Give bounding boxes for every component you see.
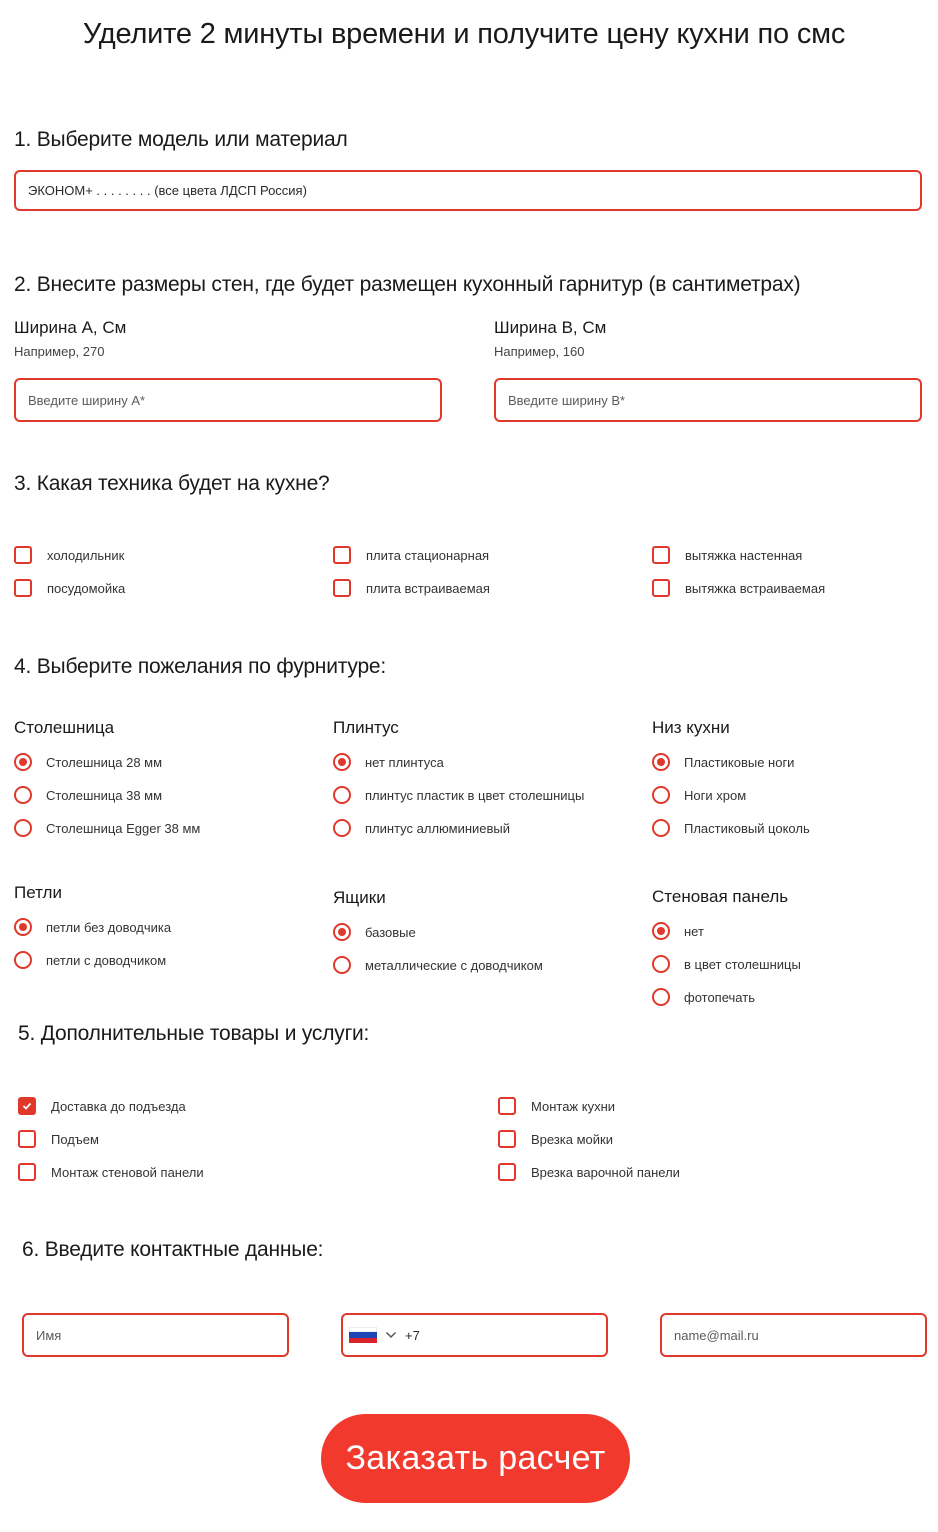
- step4-heading: 4. Выберите пожелания по фурнитуре:: [14, 655, 387, 678]
- countertop-option[interactable]: [14, 753, 162, 771]
- appliance-option[interactable]: [333, 579, 490, 597]
- service-option[interactable]: [498, 1097, 615, 1115]
- bottom-option[interactable]: [652, 819, 810, 837]
- option-label: базовые: [365, 924, 416, 940]
- name-input[interactable]: Имя: [22, 1313, 289, 1357]
- phone-prefix: +7: [405, 1327, 420, 1343]
- radio[interactable]: [14, 786, 32, 804]
- bottom-group-title: Низ кухни: [652, 718, 730, 737]
- step6-heading: 6. Введите контактные данные:: [22, 1238, 324, 1261]
- appliance-option[interactable]: [14, 579, 125, 597]
- checkbox[interactable]: [14, 579, 32, 597]
- option-label: петли с доводчиком: [46, 952, 167, 968]
- wall-panel-group-title: Стеновая панель: [652, 887, 789, 906]
- radio[interactable]: [652, 988, 670, 1006]
- russia-flag-icon[interactable]: [349, 1327, 377, 1343]
- width-b-input[interactable]: Введите ширину В*: [494, 378, 922, 422]
- wall-panel-option[interactable]: [652, 988, 755, 1006]
- wall-panel-option[interactable]: [652, 922, 704, 940]
- radio[interactable]: [333, 819, 351, 837]
- radio[interactable]: [14, 951, 32, 969]
- option-label: Столешница 38 мм: [46, 787, 163, 803]
- flag-red-stripe: [349, 1338, 377, 1343]
- option-label: Столешница 28 мм: [46, 754, 163, 770]
- radio[interactable]: [333, 753, 351, 771]
- appliance-option[interactable]: [652, 579, 825, 597]
- width-a-input[interactable]: Введите ширину А*: [14, 378, 442, 422]
- plinth-option[interactable]: [333, 786, 584, 804]
- appliance-option[interactable]: [652, 546, 802, 564]
- option-label: холодильник: [47, 547, 125, 563]
- radio[interactable]: [333, 923, 351, 941]
- checkbox[interactable]: [333, 579, 351, 597]
- option-label: Подъем: [51, 1131, 99, 1147]
- option-label: нет: [684, 923, 704, 939]
- radio[interactable]: [333, 786, 351, 804]
- checkbox[interactable]: [498, 1130, 516, 1148]
- chevron-down-icon[interactable]: [385, 1331, 397, 1339]
- option-label: плита встраиваемая: [366, 580, 490, 596]
- check-icon: [22, 1101, 32, 1111]
- checkbox[interactable]: [498, 1163, 516, 1181]
- option-label: Ноги хром: [684, 787, 747, 803]
- option-label: в цвет столешницы: [684, 956, 801, 972]
- option-label: вытяжка встраиваемая: [685, 580, 826, 596]
- option-label: Монтаж стеновой панели: [51, 1164, 204, 1180]
- radio[interactable]: [652, 753, 670, 771]
- radio[interactable]: [333, 956, 351, 974]
- option-label: вытяжка настенная: [685, 547, 803, 563]
- countertop-option[interactable]: [14, 819, 200, 837]
- radio[interactable]: [14, 753, 32, 771]
- service-option[interactable]: [498, 1130, 613, 1148]
- option-label: металлические с доводчиком: [365, 957, 543, 973]
- option-label: Столешница Egger 38 мм: [46, 820, 201, 836]
- plinth-option[interactable]: [333, 753, 444, 771]
- hinges-option[interactable]: [14, 918, 171, 936]
- plinth-option[interactable]: [333, 819, 510, 837]
- step1-heading: 1. Выберите модель или материал: [14, 128, 348, 151]
- service-option[interactable]: [18, 1097, 186, 1115]
- width-b-hint: Например, 160: [494, 344, 585, 359]
- email-input[interactable]: name@mail.ru: [660, 1313, 927, 1357]
- bottom-option[interactable]: [652, 753, 794, 771]
- service-option[interactable]: [498, 1163, 680, 1181]
- bottom-option[interactable]: [652, 786, 746, 804]
- countertop-option[interactable]: [14, 786, 162, 804]
- radio[interactable]: [14, 918, 32, 936]
- checkbox[interactable]: [18, 1097, 36, 1115]
- option-label: Пластиковые ноги: [684, 754, 795, 770]
- checkbox[interactable]: [333, 546, 351, 564]
- step5-heading: 5. Дополнительные товары и услуги:: [18, 1022, 370, 1045]
- hinges-group-title: Петли: [14, 883, 62, 902]
- option-label: плинтус пластик в цвет столешницы: [365, 787, 585, 803]
- option-label: Пластиковый цоколь: [684, 820, 810, 836]
- checkbox[interactable]: [652, 579, 670, 597]
- order-calculation-button[interactable]: Заказать расчет: [321, 1414, 630, 1503]
- drawers-group-title: Ящики: [333, 888, 386, 907]
- drawers-option[interactable]: [333, 956, 543, 974]
- step3-heading: 3. Какая техника будет на кухне?: [14, 472, 330, 495]
- service-option[interactable]: [18, 1163, 204, 1181]
- option-label: Доставка до подъезда: [51, 1098, 186, 1114]
- option-label: посудомойка: [47, 580, 126, 596]
- wall-panel-option[interactable]: [652, 955, 801, 973]
- option-label: Монтаж кухни: [531, 1098, 616, 1114]
- width-b-label: Ширина B, См: [494, 318, 607, 337]
- checkbox[interactable]: [498, 1097, 516, 1115]
- plinth-group-title: Плинтус: [333, 718, 399, 737]
- step2-heading: 2. Внесите размеры стен, где будет размещен кухонный гарнитур (в сантиметрах): [14, 273, 801, 296]
- page-title: Уделите 2 минуты времени и получите цену кухни по смс: [82, 18, 846, 50]
- option-label: плита стационарная: [366, 547, 490, 563]
- radio[interactable]: [14, 819, 32, 837]
- appliance-option[interactable]: [14, 546, 124, 564]
- option-label: петли без доводчика: [46, 919, 172, 935]
- option-label: Врезка варочной панели: [531, 1164, 680, 1180]
- radio[interactable]: [652, 819, 670, 837]
- option-label: Врезка мойки: [531, 1131, 613, 1147]
- drawers-option[interactable]: [333, 923, 416, 941]
- radio[interactable]: [652, 955, 670, 973]
- model-select[interactable]: ЭКОНОМ+ . . . . . . . . (все цвета ЛДСП Россия): [14, 170, 922, 211]
- phone-input[interactable]: [341, 1313, 608, 1357]
- checkbox[interactable]: [18, 1163, 36, 1181]
- appliance-option[interactable]: [333, 546, 489, 564]
- width-a-label: Ширина А, См: [14, 318, 127, 337]
- option-label: нет плинтуса: [365, 754, 444, 770]
- countertop-group-title: Столешница: [14, 718, 115, 737]
- checkbox[interactable]: [652, 546, 670, 564]
- width-a-hint: Например, 270: [14, 344, 105, 359]
- option-label: плинтус аллюминиевый: [365, 820, 511, 836]
- radio[interactable]: [652, 786, 670, 804]
- radio[interactable]: [652, 922, 670, 940]
- option-label: фотопечать: [684, 989, 755, 1005]
- service-option[interactable]: [18, 1130, 99, 1148]
- hinges-option[interactable]: [14, 951, 166, 969]
- checkbox[interactable]: [18, 1130, 36, 1148]
- checkbox[interactable]: [14, 546, 32, 564]
